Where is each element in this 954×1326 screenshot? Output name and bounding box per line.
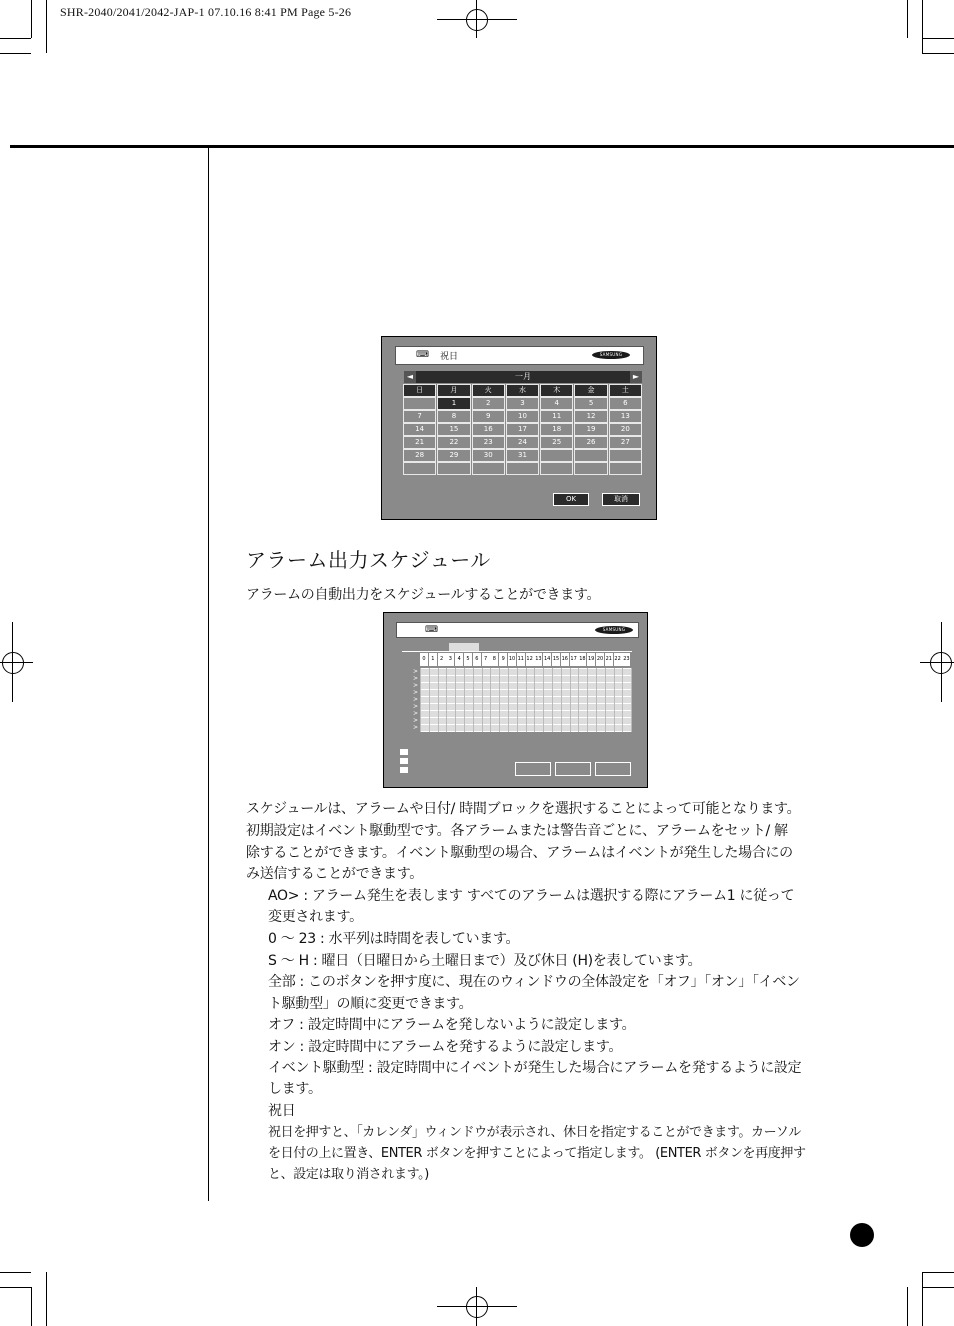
schedule-button[interactable] [555, 762, 591, 776]
grid-line [552, 668, 553, 732]
registration-line [476, 0, 477, 38]
weekday-label: 火 [472, 384, 505, 397]
crop-mark [922, 1272, 923, 1326]
crop-mark [31, 0, 32, 38]
registration-line [437, 1306, 517, 1307]
calendar-day-cell[interactable]: 31 [506, 449, 539, 462]
body-line: 除することができます。イベント駆動型の場合、アラームはイベントが発生した場合にの [246, 845, 793, 861]
item-line: オフ : 設定時間中にアラームを発しないように設定します。 [268, 1017, 636, 1033]
calendar-day-cell[interactable]: 7 [403, 410, 436, 423]
legend-square [400, 767, 408, 773]
calendar-day-cell[interactable]: 29 [437, 449, 470, 462]
grid-line [578, 668, 579, 732]
calendar-day-cell[interactable]: 20 [609, 423, 642, 436]
grid-line [543, 668, 544, 732]
item-line: します。 [268, 1081, 322, 1097]
weekday-header-row [403, 384, 643, 397]
grid-line [614, 668, 615, 732]
cancel-button[interactable]: 取消 [602, 493, 640, 506]
crop-mark [0, 1272, 31, 1273]
note-line: を日付の上に置き、ENTER ボタンを押すことによって指定します。 (ENTER ボタンを再度押す [268, 1146, 806, 1161]
grid-line [587, 668, 588, 732]
item-line: 0 ～ 23 : 水平列は時間を表しています。 [268, 931, 520, 947]
calendar-day-cell[interactable]: 26 [574, 436, 607, 449]
calendar-day-cell[interactable] [609, 462, 642, 475]
calendar-day-cell[interactable]: 16 [472, 423, 505, 436]
hour-label[interactable]: 4 [455, 653, 463, 666]
calendar-day-cell[interactable] [403, 462, 436, 475]
calendar-day-cell[interactable]: 22 [437, 436, 470, 449]
calendar-day-cell[interactable] [574, 449, 607, 462]
note-line: と、設定は取り消されます。) [268, 1167, 429, 1182]
registration-line [437, 19, 517, 20]
calendar-day-cell[interactable]: 18 [540, 423, 573, 436]
calendar-day-cell[interactable]: 14 [403, 423, 436, 436]
hour-label[interactable]: 1 [429, 653, 437, 666]
schedule-header-cell[interactable] [449, 643, 479, 651]
hour-label[interactable]: 21 [605, 653, 613, 666]
hour-label[interactable]: 12 [526, 653, 534, 666]
schedule-grid[interactable] [420, 668, 632, 732]
registration-mark [466, 9, 488, 31]
keyboard-icon: ⌨ [425, 625, 438, 635]
grid-line [420, 668, 421, 732]
crop-mark [922, 38, 954, 39]
grid-line [622, 668, 623, 732]
next-month-icon[interactable]: ► [630, 371, 642, 383]
calendar-day-cell[interactable]: 10 [506, 410, 539, 423]
calendar-day-cell[interactable] [609, 449, 642, 462]
calendar-screen [381, 336, 657, 520]
registration-mark [466, 1296, 488, 1318]
calendar-day-cell[interactable]: 25 [540, 436, 573, 449]
hour-label[interactable]: 13 [534, 653, 542, 666]
hour-row [420, 653, 632, 666]
grid-line [464, 668, 465, 732]
grid-line [490, 668, 491, 732]
calendar-day-cell[interactable]: 15 [437, 423, 470, 436]
calendar-week-row [403, 423, 643, 436]
grid-line [455, 668, 456, 732]
samsung-logo: SAMSUNG [592, 351, 630, 359]
grid-line [438, 668, 439, 732]
calendar-week-row [403, 462, 643, 475]
calendar-day-cell[interactable] [506, 462, 539, 475]
body-line: 初期設定はイベント駆動型です。各アラームまたは警告音ごとに、アラームをセット/ 解 [246, 823, 788, 839]
calendar-day-cell[interactable] [403, 397, 436, 410]
hour-label[interactable]: 16 [561, 653, 569, 666]
calendar-day-cell[interactable]: 6 [609, 397, 642, 410]
item-line: ト駆動型」の順に変更できます。 [268, 996, 473, 1012]
grid-line [482, 668, 483, 732]
item-line: 祝日 [268, 1103, 296, 1119]
calendar-day-cell[interactable] [472, 462, 505, 475]
crop-mark [907, 0, 908, 38]
calendar-day-cell[interactable]: 11 [540, 410, 573, 423]
margin-rule [208, 148, 209, 1201]
calendar-grid [403, 384, 643, 475]
weekday-label: 金 [574, 384, 607, 397]
calendar-day-cell[interactable] [437, 462, 470, 475]
registration-line [920, 662, 954, 663]
item-line: S ～ H : 曜日（日曜日から土曜日まで）及び休日 (H)を表しています。 [268, 953, 702, 969]
calendar-day-cell[interactable]: 17 [506, 423, 539, 436]
registration-line [12, 622, 13, 702]
item-line: オン : 設定時間中にアラームを発するように設定します。 [268, 1039, 623, 1055]
body-line: み送信することができます。 [246, 866, 423, 882]
row-arrow-icon[interactable]: > [412, 696, 418, 703]
registration-line [0, 662, 33, 663]
prev-month-icon[interactable]: ◄ [404, 371, 416, 383]
calendar-day-cell[interactable]: 21 [403, 436, 436, 449]
schedule-header-row [402, 643, 632, 652]
keyboard-icon: ⌨ [416, 350, 429, 360]
registration-line [941, 622, 942, 702]
calendar-title: 祝日 [440, 352, 459, 362]
calendar-day-cell[interactable]: 30 [472, 449, 505, 462]
hour-label[interactable]: 14 [543, 653, 551, 666]
row-arrow-icon[interactable]: > [412, 682, 418, 689]
crop-mark [907, 1287, 908, 1326]
calendar-day-cell[interactable]: 4 [540, 397, 573, 410]
row-arrow-icon[interactable]: > [412, 724, 418, 731]
hour-label[interactable]: 11 [517, 653, 525, 666]
row-arrow-icon[interactable]: > [412, 689, 418, 696]
top-rule [10, 145, 954, 148]
crop-mark [31, 1287, 32, 1326]
hour-label[interactable]: 15 [552, 653, 560, 666]
crop-mark [922, 0, 923, 53]
hour-label[interactable]: 7 [482, 653, 490, 666]
calendar-day-cell[interactable]: 3 [506, 397, 539, 410]
grid-line [596, 668, 597, 732]
calendar-titlebar [395, 346, 644, 365]
hour-label[interactable]: 10 [508, 653, 516, 666]
hour-label[interactable]: 19 [587, 653, 595, 666]
legend-square [400, 758, 408, 764]
weekday-label: 水 [506, 384, 539, 397]
hour-label[interactable]: 18 [578, 653, 586, 666]
calendar-day-cell[interactable]: 8 [437, 410, 470, 423]
grid-line [517, 668, 518, 732]
schedule-titlebar [396, 622, 639, 638]
hour-label[interactable]: 6 [473, 653, 481, 666]
hour-label[interactable]: 17 [570, 653, 578, 666]
grid-line [526, 668, 527, 732]
grid-line [499, 668, 500, 732]
registration-line [476, 1287, 477, 1326]
hour-label[interactable]: 20 [596, 653, 604, 666]
item-line: 変更されます。 [268, 909, 363, 925]
calendar-day-cell[interactable]: 24 [506, 436, 539, 449]
section-intro: アラームの自動出力をスケジュールすることができます。 [246, 587, 601, 603]
weekday-label: 木 [540, 384, 573, 397]
calendar-day-cell[interactable]: 27 [609, 436, 642, 449]
calendar-day-cell[interactable]: 2 [472, 397, 505, 410]
calendar-day-cell[interactable]: 9 [472, 410, 505, 423]
calendar-week-row [403, 397, 643, 410]
grid-line [508, 668, 509, 732]
row-arrow-icon[interactable]: > [412, 668, 418, 675]
grid-line [534, 668, 535, 732]
crop-mark [46, 0, 47, 53]
row-arrow-icon[interactable]: > [412, 703, 418, 710]
samsung-logo: SAMSUNG [595, 626, 633, 634]
crop-mark [0, 1287, 31, 1288]
hour-label[interactable]: 9 [499, 653, 507, 666]
weekday-label: 土 [609, 384, 642, 397]
note-line: 祝日を押すと、「カレンダ」ウィンドウが表示され、休日を指定することができます。カーソル [268, 1125, 801, 1140]
crop-mark [922, 53, 954, 54]
crop-mark [0, 53, 31, 54]
weekday-label: 日 [403, 384, 436, 397]
row-arrow-icon[interactable]: > [412, 675, 418, 682]
hour-label[interactable]: 8 [490, 653, 498, 666]
legend-square [400, 749, 408, 755]
calendar-day-cell[interactable] [540, 449, 573, 462]
crop-mark [922, 1287, 954, 1288]
grid-line [605, 668, 606, 732]
calendar-day-cell[interactable]: 23 [472, 436, 505, 449]
calendar-day-cell[interactable]: 13 [609, 410, 642, 423]
grid-line [631, 668, 632, 732]
row-arrow-icon[interactable]: > [412, 710, 418, 717]
month-bar [404, 371, 642, 383]
crop-mark [922, 1272, 954, 1273]
schedule-screen [383, 612, 648, 788]
schedule-button[interactable] [595, 762, 631, 776]
crop-mark [46, 1272, 47, 1326]
item-line: 全部 : このボタンを押す度に、現在のウィンドウの全体設定を「オフ」「オン」「イベン [268, 974, 800, 990]
hour-label[interactable]: 5 [464, 653, 472, 666]
hour-label[interactable]: 3 [446, 653, 454, 666]
grid-line [570, 668, 571, 732]
calendar-day-cell[interactable]: 5 [574, 397, 607, 410]
calendar-week-row [403, 449, 643, 462]
calendar-week-row [403, 436, 643, 449]
page-marker [850, 1223, 874, 1247]
hour-label[interactable]: 23 [622, 653, 630, 666]
body-line: スケジュールは、アラームや日付/ 時間ブロックを選択することによって可能となります。 [246, 801, 801, 817]
calendar-day-cell[interactable]: 28 [403, 449, 436, 462]
grid-line [561, 668, 562, 732]
calendar-day-cell[interactable] [540, 462, 573, 475]
hour-label[interactable]: 2 [438, 653, 446, 666]
calendar-day-cell[interactable]: 19 [574, 423, 607, 436]
registration-mark [2, 652, 24, 674]
print-header: SHR-2040/2041/2042-JAP-1 07.10.16 8:41 PM Page 5-26 [60, 5, 352, 19]
grid-line [429, 668, 430, 732]
section-title: アラーム出力スケジュール [246, 548, 491, 572]
row-arrow-icon[interactable]: > [412, 717, 418, 724]
item-line: AO> : アラーム発生を表します すべてのアラームは選択する際にアラーム1 に従って [268, 888, 795, 904]
schedule-button[interactable] [515, 762, 551, 776]
weekday-label: 月 [437, 384, 470, 397]
calendar-day-cell[interactable] [574, 462, 607, 475]
grid-line [446, 668, 447, 732]
hour-label[interactable]: 0 [420, 653, 428, 666]
hour-label[interactable]: 22 [614, 653, 622, 666]
grid-line [473, 668, 474, 732]
calendar-day-cell[interactable]: 12 [574, 410, 607, 423]
month-label: 一月 [515, 372, 531, 381]
calendar-week-row [403, 410, 643, 423]
item-line: イベント駆動型 : 設定時間中にイベントが発生した場合にアラームを発するように設定 [268, 1060, 802, 1076]
ok-button[interactable]: OK [553, 493, 589, 506]
calendar-day-cell[interactable]: 1 [437, 397, 470, 410]
crop-mark [0, 38, 31, 39]
